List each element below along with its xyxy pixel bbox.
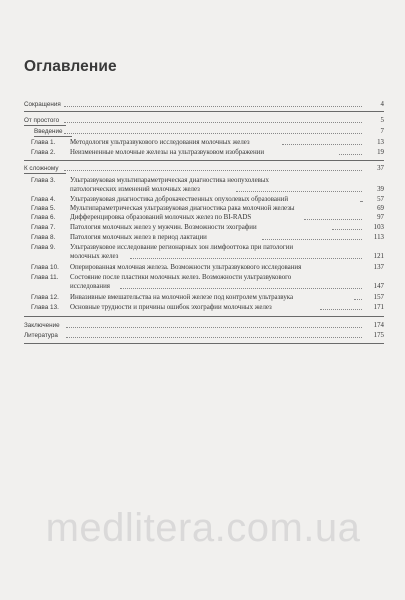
chapter-number: Глава 2. bbox=[31, 149, 56, 156]
chapter-number: Глава 3. bbox=[31, 177, 56, 184]
chapter-number: Глава 13. bbox=[31, 304, 59, 311]
dot-leader bbox=[332, 229, 362, 230]
toc-section-label: К сложному bbox=[24, 165, 59, 172]
section-divider bbox=[24, 316, 384, 317]
page-number: 97 bbox=[377, 214, 384, 221]
chapter-number: Глава 1. bbox=[31, 139, 56, 146]
page-number: 103 bbox=[373, 224, 384, 231]
chapter-number: Глава 11. bbox=[31, 274, 59, 281]
chapter-title: Патология молочных желез в период лактации bbox=[70, 234, 207, 241]
chapter-title: Патология молочных желез у мужчин. Возможности эхографии bbox=[70, 224, 257, 231]
chapter-number: Глава 10. bbox=[31, 264, 59, 271]
dot-leader bbox=[304, 219, 362, 220]
page-number: 4 bbox=[380, 101, 384, 108]
dot-leader bbox=[354, 299, 362, 300]
dot-leader bbox=[66, 337, 362, 338]
page-number: 19 bbox=[377, 149, 384, 156]
section-divider bbox=[24, 343, 384, 344]
chapter-number: Глава 12. bbox=[31, 294, 59, 301]
dot-leader bbox=[64, 133, 362, 134]
toc-entry-conclusion[interactable] bbox=[24, 321, 384, 330]
toc-heading: Оглавление bbox=[24, 58, 117, 75]
page-number: 113 bbox=[373, 234, 384, 241]
chapter-title: Ультразвуковое исследование регионарных зон лимфооттока при патологии bbox=[70, 244, 294, 251]
dot-leader bbox=[64, 106, 362, 107]
chapter-title: Состояние после пластики молочных желез. Возможности ультразвукового bbox=[70, 274, 292, 281]
chapter-title-continued: молочных желез bbox=[70, 253, 119, 260]
chapter-number: Глава 9. bbox=[31, 244, 56, 251]
page-number: 57 bbox=[377, 196, 384, 203]
page-number: 39 bbox=[377, 186, 384, 193]
watermark: medlitera.com.ua bbox=[45, 506, 361, 550]
toc-entry-complex[interactable] bbox=[24, 164, 384, 173]
dot-leader bbox=[64, 170, 362, 171]
page-number: 137 bbox=[373, 264, 384, 271]
chapter-number: Глава 8. bbox=[31, 234, 56, 241]
chapter-title: Мультипараметрическая ультразвуковая диагностика рака молочной железы bbox=[70, 205, 295, 212]
dot-leader bbox=[320, 309, 362, 310]
toc-entry-simple[interactable] bbox=[24, 116, 384, 125]
page-number: 175 bbox=[373, 332, 384, 339]
chapter-title: Оперированная молочная железа. Возможности ультразвукового исследования bbox=[70, 264, 302, 271]
dot-leader bbox=[236, 191, 362, 192]
dot-leader bbox=[339, 154, 362, 155]
toc-entry-literature[interactable] bbox=[24, 331, 384, 340]
toc-section-label: Заключение bbox=[24, 322, 60, 329]
toc-section-label: Сокращения bbox=[24, 101, 61, 108]
page-number: 171 bbox=[373, 304, 384, 311]
chapter-title: Ультразвуковая диагностика доброкачественных опухолевых образований bbox=[70, 196, 289, 203]
chapter-title: Инвазивные вмешательства на молочной железе под контролем ультразвука bbox=[70, 294, 294, 301]
section-underline bbox=[34, 136, 72, 137]
dot-leader bbox=[282, 144, 362, 145]
chapter-title: Ультразвуковая мультипараметрическая диагностика неопухолевых bbox=[70, 177, 269, 184]
page-number: 157 bbox=[373, 294, 384, 301]
dot-leader bbox=[66, 327, 362, 328]
chapter-title-continued: патологических изменений молочных желез bbox=[70, 186, 200, 193]
dot-leader bbox=[64, 122, 362, 123]
page-number: 69 bbox=[377, 205, 384, 212]
dot-leader bbox=[262, 239, 362, 240]
chapter-title: Дифференцировка образований молочных желез по BI-RADS bbox=[70, 214, 252, 221]
dot-leader bbox=[130, 258, 362, 259]
page-number: 7 bbox=[380, 128, 384, 135]
page-number: 121 bbox=[373, 253, 384, 260]
chapter-number: Глава 7. bbox=[31, 224, 56, 231]
section-divider bbox=[24, 160, 384, 161]
page-number: 174 bbox=[373, 322, 384, 329]
page-number: 5 bbox=[380, 117, 384, 124]
page-number: 147 bbox=[373, 283, 384, 290]
section-underline bbox=[24, 125, 66, 126]
toc-entry-abbreviations[interactable] bbox=[24, 100, 384, 109]
toc-section-label: Литература bbox=[24, 332, 58, 339]
chapter-number: Глава 6. bbox=[31, 214, 56, 221]
page-number: 37 bbox=[377, 165, 384, 172]
dot-leader bbox=[120, 288, 362, 289]
section-underline bbox=[24, 173, 66, 174]
chapter-title: Основные трудности и причины ошибок эхографии молочных желез bbox=[70, 304, 272, 311]
chapter-number: Глава 5. bbox=[31, 205, 56, 212]
section-divider bbox=[24, 111, 384, 112]
chapter-title: Неизмененные молочные железы на ультразвуковом изображении bbox=[70, 149, 265, 156]
chapter-title-continued: исследования bbox=[70, 283, 110, 290]
toc-section-label: Введение bbox=[34, 128, 63, 135]
toc-section-label: От простого bbox=[24, 117, 60, 124]
chapter-number: Глава 4. bbox=[31, 196, 56, 203]
chapter-title: Методология ультразвукового исследования молочных желез bbox=[70, 139, 250, 146]
page-number: 13 bbox=[377, 139, 384, 146]
